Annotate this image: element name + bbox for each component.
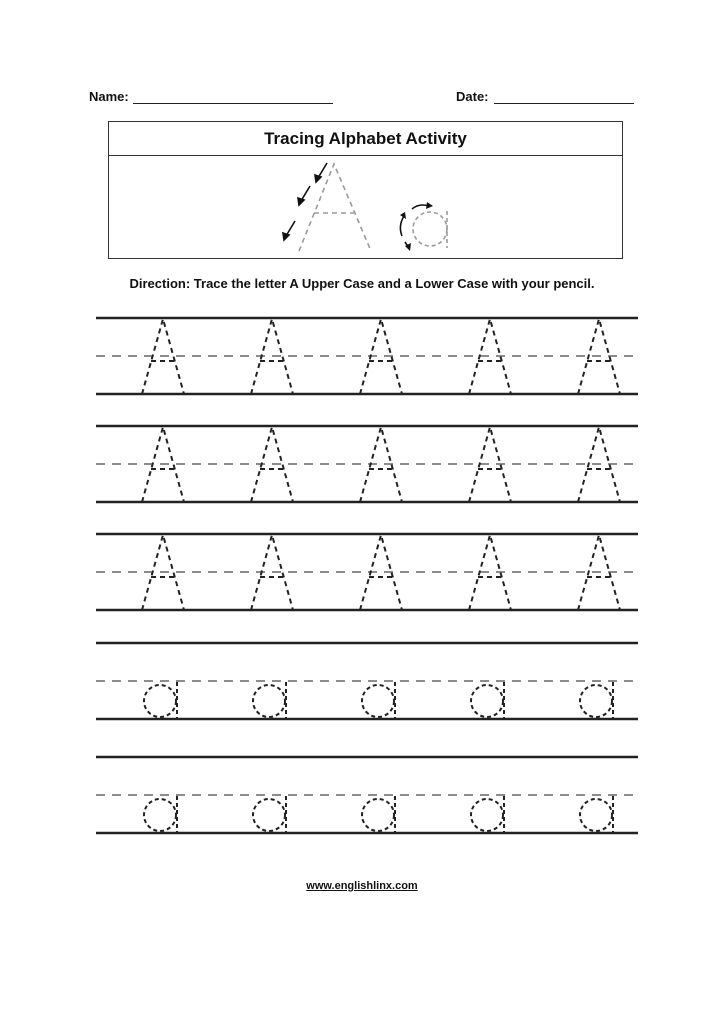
direction-text: Direction: Trace the letter A Upper Case and a Lower Case with your pencil. [129,276,595,291]
footer-url[interactable]: www.englishlinx.com [306,880,418,892]
name-label: Name: [89,89,129,104]
trace-letter-a[interactable] [362,682,395,719]
practice-row[interactable] [96,318,638,394]
trace-letter-a[interactable] [580,796,613,833]
trace-letter-a[interactable] [253,682,286,719]
trace-letter-a[interactable] [144,682,177,719]
practice-row[interactable] [96,426,638,502]
practice-row[interactable] [96,534,638,610]
trace-letter-a[interactable] [471,796,504,833]
trace-letter-a[interactable] [253,796,286,833]
trace-letter-A[interactable] [360,427,402,502]
trace-letter-a[interactable] [580,682,613,719]
practice-row[interactable] [96,757,638,833]
practice-row[interactable] [96,643,638,719]
activity-title: Tracing Alphabet Activity [109,122,622,156]
trace-letter-A[interactable] [360,535,402,610]
date-label: Date: [456,89,489,104]
trace-letter-a[interactable] [471,682,504,719]
trace-letter-A[interactable] [360,319,402,394]
trace-letter-a[interactable] [362,796,395,833]
trace-letter-a[interactable] [144,796,177,833]
